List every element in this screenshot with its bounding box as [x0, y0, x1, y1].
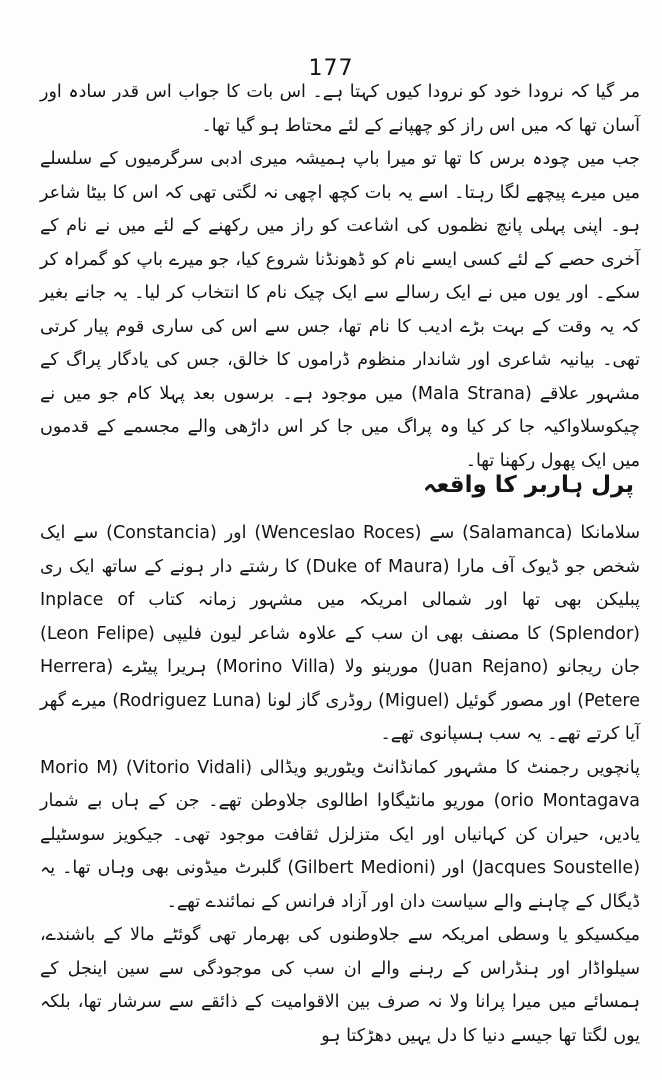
paragraph-2: جب میں چودہ برس کا تھا تو میرا باپ ہمیشہ میری ادبی سرگرمیوں کے سلسلے میں میرے پیچھے لگا رہتا۔ اسے یہ بات کچھ اچھی نہ لگتی تھی کہ اس کا بیٹا شاعر ہو۔ اپنی پہلی پانچ نظموں کی اشاعت کو راز میں رکھنے کے لئے میں نے نام کے آخری حصے کے لئے کسی ایسے نام کو ڈھونڈنا شروع کیا، جو میرے باپ کو گمراہ کر سکے۔ اور یوں میں نے ایک رسالے سے ایک چیک نام کا انتخاب کر لیا۔ یہ جانے بغیر کہ یہ وقت کے بہت بڑے ادیب کا نام تھا، جس سے اس کی ساری قوم پیار کرتی تھی۔ بیانیہ شاعری اور شاندار منظوم ڈراموں کا خالق، جس کی یادگار پراگ کے مشہور علاقے (Mala Strana) میں موجود ہے۔ برسوں بعد پہلا کام جو میں نے چیکوسلاواکیہ جا کر کیا وہ پراگ میں جا کر اس داڑھی والے مجسمے کے قدموں میں ایک پھول رکھنا تھا۔: [40, 149, 640, 471]
paragraph-1: مر گیا کہ نرودا خود کو نرودا کیوں کہتا ہے۔ اس بات کا جواب اس قدر سادہ اور آسان تھا کہ میں اس راز کو چھپانے کے لئے محتاط ہو گیا تھا۔: [40, 82, 640, 136]
paragraph-4: پانچویں رجمنٹ کا مشہور کمانڈانٹ ویٹوریو ویڈالی (Vitorio Vidali) (Morio M orio Montagava) موریو مانٹیگاوا اطالوی جلاوطن تھے۔ جن کے ہاں بے شمار یادیں، حیران کن کہانیاں اور ایک متزلزل ثقافت موجود تھی۔ جیکویز سوسٹیلے (Jacques Soustelle) اور (Gilbert Medioni) گلبرٹ میڈونی بھی وہاں تھا۔ یہ ڈیگال کے چاہنے والے سیاست دان اور آزاد فرانس کے نمائندے تھے۔: [40, 757, 641, 912]
section-two-text: [40, 517, 640, 1053]
paragraph-3: سلامانکا (Salamanca) سے (Wenceslao Roces) اور (Constancia) سے ایک شخص جو ڈیوک آف مارا (Duke of Maura) کا رشتے دار ہونے کے ساتھ ایک ری پبلیکن بھی تھا اور شمالی امریکہ میں مشہور زمانہ کتاب Inplace of (Splendor) کا مصنف بھی ان سب کے علاوہ شاعر لیون فلیپی (Leon Felipe) جان ریجانو (Juan Rejano) مورینو ولا (Morino Villa) ہریرا پیٹرے (Herrera Petere) اور مصور گوئیل (Miguel) روڈری گاز لونا (Rodriguez Luna) میرے گھر آیا کرتے تھے۔ یہ سب ہسپانوی تھے۔: [40, 523, 641, 744]
section-heading: پرل ہاربر کا واقعہ: [423, 472, 634, 498]
page-number: 177: [308, 56, 354, 81]
paragraph-5: میکسیکو یا وسطی امریکہ سے جلاوطنوں کی بھرمار تھی گوئٹے مالا کے باشندے، سیلواڈار اور ہنڈراس کے رہنے والے ان سب کی موجودگی سے سین اینجل کے ہمسائے میں میرا پرانا ولا نہ صرف بین الاقوامیت کے ذائقے سے سرشار تھا، بلکہ یوں لگتا تھا جیسے دنیا کا دل یہیں دھڑکتا ہو: [40, 925, 640, 1046]
section-one-text: [40, 76, 640, 478]
